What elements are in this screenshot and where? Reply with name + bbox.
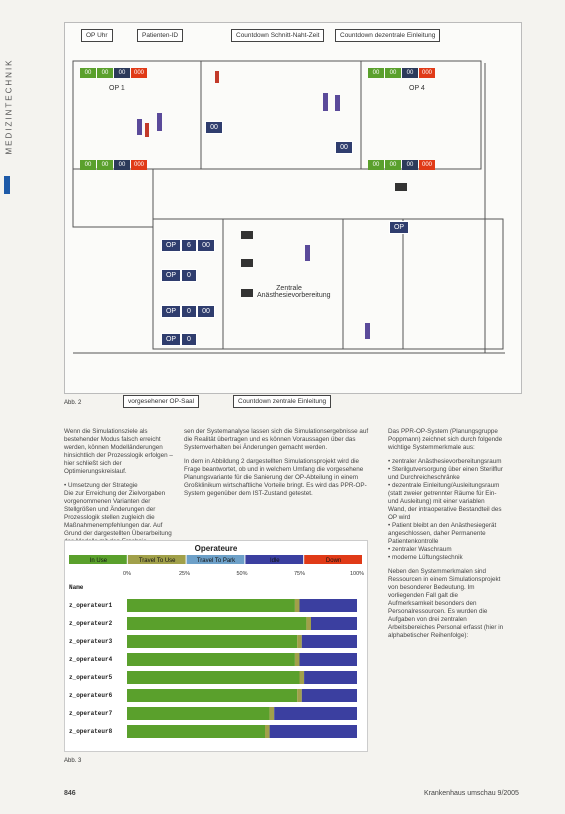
category-label: z_operateur2 xyxy=(69,620,113,627)
bar-segment xyxy=(127,671,300,684)
bar-segment xyxy=(270,725,357,738)
x-tick-label: 100% xyxy=(349,571,365,577)
op-room-box: OP xyxy=(389,221,409,234)
counter-value: 00 xyxy=(368,68,384,78)
counter-op1 xyxy=(79,67,148,79)
bar-segment xyxy=(311,617,357,630)
legend-label: Idle xyxy=(269,558,280,564)
counter-value: 00 xyxy=(80,160,96,170)
paragraph: Wenn die Simulationsziele als bestehender Modus falsch erreicht werden, können Modelländerungen hinsichtlich der Prozesslogik erfolgen – hier schließt sich der Optimierungskreislauf. xyxy=(64,428,173,475)
list-item: • zentraler Waschraum xyxy=(388,546,452,553)
legend-label: Travel To Use xyxy=(138,558,176,564)
category-label: z_operateur1 xyxy=(69,602,113,609)
paragraph: Die zur Erreichung der Zielvorgaben vorgenommenen Varianten der Stellgrößen und Änderungen der Prozesslogik stellen zugleich die Maßnahmenempfehlungen dar. Auf Grund der dargestellten Überarbeitung xyxy=(64,490,172,537)
bar-segment xyxy=(127,725,265,738)
counter-value: 00 xyxy=(114,68,130,78)
bar-segment xyxy=(127,599,295,612)
callout-patient-id: Patienten-ID xyxy=(137,29,183,42)
section-label-bar xyxy=(4,176,10,194)
page-number: 846 xyxy=(64,790,76,797)
counter-value: 000 xyxy=(131,68,147,78)
bar-segment xyxy=(265,725,270,738)
category-label: z_operateur4 xyxy=(69,656,113,663)
counter-value: 00 xyxy=(80,68,96,78)
counter-value: 00 xyxy=(385,160,401,170)
bar-segment xyxy=(127,707,270,720)
list-item: • zentraler Anästhesievorbereitungsraum xyxy=(388,458,502,465)
section-label-text: MEDIZINTECHNIK xyxy=(4,58,14,155)
bar-segment xyxy=(127,617,306,630)
chart-caption: Abb. 3 xyxy=(64,758,82,764)
text-column-3 xyxy=(388,428,504,646)
category-label: z_operateur3 xyxy=(69,638,113,645)
bar-segment xyxy=(306,617,311,630)
bar-segment xyxy=(302,635,357,648)
counter-value: 00 xyxy=(114,160,130,170)
op-room-counter: 00 xyxy=(205,121,223,134)
bar-segment xyxy=(127,635,297,648)
paragraph: Das PPR-OP-System (Planungsgruppe Poppmann) zeichnet sich durch folgende wichtige Systemmerkmale aus: xyxy=(388,428,503,451)
counter-value: 00 xyxy=(97,160,113,170)
text-column-2 xyxy=(184,428,376,504)
category-label: Name xyxy=(69,584,84,591)
callout-countdown-decentral: Countdown dezentrale Einleitung xyxy=(335,29,440,42)
category-label: z_operateur5 xyxy=(69,674,113,681)
op-room-counter: 0 xyxy=(181,305,197,318)
category-label: z_operateur6 xyxy=(69,692,113,699)
figure-caption: Abb. 2 xyxy=(64,400,82,406)
counter-value: 000 xyxy=(419,160,435,170)
legend-label: Travel To Park xyxy=(196,558,236,564)
bar-segment xyxy=(297,689,302,702)
op-room-counter: 0 xyxy=(181,269,197,282)
x-tick-label: 0% xyxy=(123,571,131,577)
chart-title: Operateure xyxy=(194,544,238,553)
op-room-box: OP xyxy=(161,305,181,318)
paragraph: In dem in Abbildung 2 dargestellten Simulationsprojekt wird die Frage beantwortet, ob und in welchem Umfang die vorgesehene Planungsvariante für die Sanierung der OP-Abteilung in einem Großklinikum wirtschaftliche Vorteile bringt. Es wird das PPR-OP-System gegenüber dem IST-Zustand getestet. xyxy=(184,458,367,497)
legend-label: Down xyxy=(325,558,342,564)
x-tick-label: 75% xyxy=(293,571,306,577)
counter-value: 00 xyxy=(402,160,418,170)
legend-label: In Use xyxy=(89,558,108,564)
op-room-box: OP xyxy=(161,239,181,252)
room-label-op4: OP 4 xyxy=(409,85,425,92)
counter-value: 00 xyxy=(402,68,418,78)
op-room-counter: 00 xyxy=(197,305,215,318)
op-room-box: OP xyxy=(161,333,181,346)
bar-segment xyxy=(300,653,358,666)
category-label: z_operateur8 xyxy=(69,728,113,735)
bar-segment xyxy=(304,671,357,684)
bullet-heading: • Umsetzung der Strategie xyxy=(64,482,138,489)
room-label-central: Zentrale Anästhesievorbereitung xyxy=(257,285,331,299)
bar-segment xyxy=(302,689,357,702)
list-item: • Sterilgutversorgung über einen Sterilflur und Durchreicheschränke xyxy=(388,466,503,481)
paragraph: sen der Systemanalyse lassen sich die Simulationsergebnisse auf die Realität übertragen und es können Voraussagen über das Systemverhalten bei Änderungen gemacht werden. xyxy=(184,428,369,451)
counter-op4-lower xyxy=(367,159,436,171)
bar-segment xyxy=(295,653,300,666)
op-room-counter: 00 xyxy=(197,239,215,252)
op-room-counter: 00 xyxy=(335,141,353,154)
section-label xyxy=(2,30,14,190)
paragraph: Neben den Systemmerkmalen sind Ressourcen in einem Simulationsprojekt von besonderer Bedeutung. Im vorliegenden Fall galt die Aufmerksamkeit besonders den Personalressourcen. Es wurden die Aufgaben von drei zentralen Arbeitsbereiches Personal erfasst (hier in alphabetischer Reihenfolge): xyxy=(388,568,504,639)
counter-op4 xyxy=(367,67,436,79)
counter-value: 00 xyxy=(97,68,113,78)
bar-segment xyxy=(297,635,302,648)
list-item: • Patient bleibt an den Anästhesiegerät angeschlossen, daher Permanente Patientenkontrolle xyxy=(388,522,497,545)
list-item: • dezentrale Einleitung/Ausleitungsraum (statt zweier getrennter Räume für Ein- und Ausleitung) mit einer variablen Wand, der intraoperative Bestandteil des OP wird xyxy=(388,482,502,521)
bar-segment xyxy=(300,671,305,684)
bar-segment xyxy=(295,599,300,612)
counter-value: 00 xyxy=(385,68,401,78)
callout-countdown-incision: Countdown Schnitt-Naht-Zeit xyxy=(231,29,324,42)
counter-value: 00 xyxy=(368,160,384,170)
callout-planned-op-room: vorgesehener OP-Saal xyxy=(123,395,199,408)
chart-svg xyxy=(65,541,367,751)
x-tick-label: 25% xyxy=(178,571,191,577)
room-label-op1: OP 1 xyxy=(109,85,125,92)
op-room-counter: 0 xyxy=(181,333,197,346)
op-room-box: OP xyxy=(161,269,181,282)
callout-countdown-central: Countdown zentrale Einleitung xyxy=(233,395,331,408)
category-label: z_operateur7 xyxy=(69,710,113,717)
counter-op1-lower xyxy=(79,159,148,171)
callout-op-clock: OP Uhr xyxy=(81,29,113,42)
feature-list xyxy=(388,458,504,562)
counter-value: 000 xyxy=(419,68,435,78)
op-room-counter: 6 xyxy=(181,239,197,252)
counter-value: 000 xyxy=(131,160,147,170)
journal-name: Krankenhaus umschau 9/2005 xyxy=(424,790,519,797)
text-column-1 xyxy=(64,428,174,552)
bar-segment xyxy=(274,707,357,720)
bar-segment xyxy=(127,689,297,702)
x-tick-label: 50% xyxy=(236,571,248,577)
bar-segment xyxy=(270,707,275,720)
bar-segment xyxy=(127,653,295,666)
list-item: • moderne Lüftungstechnik xyxy=(388,554,463,561)
bar-segment xyxy=(300,599,358,612)
operateure-chart xyxy=(64,540,368,752)
